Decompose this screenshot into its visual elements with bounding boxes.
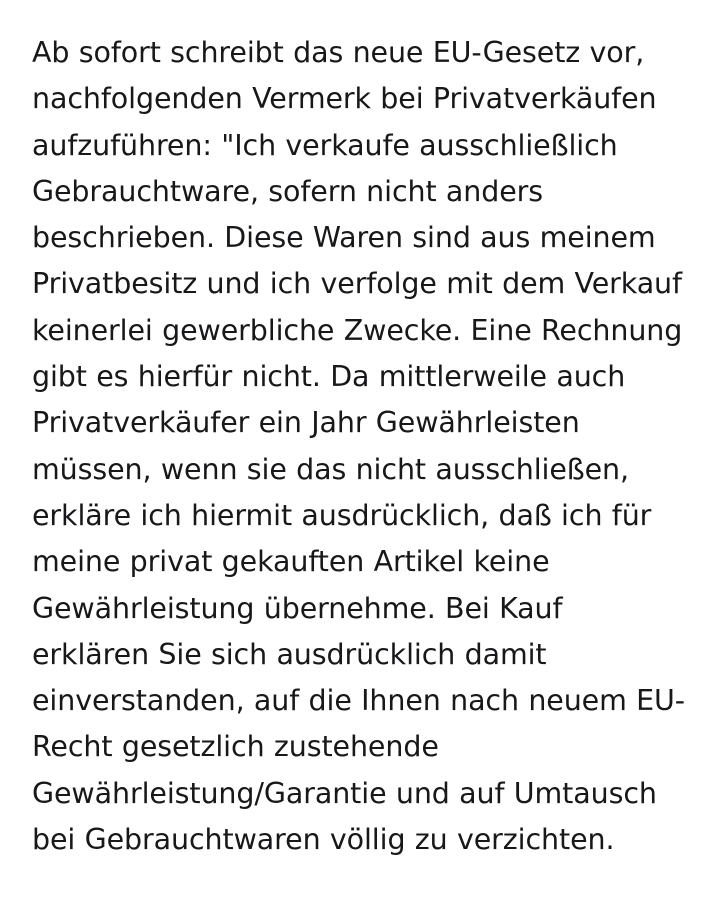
legal-disclaimer-paragraph: Ab sofort schreibt das neue EU-Gesetz vor, nachfolgenden Vermerk bei Privatverkäufen aufzuführen: "Ich verkaufe ausschließlich Gebrauchtware, sofern nicht anders beschrieben. Diese Waren sind aus meinem Privatbesitz und ich verfolge mit dem Verkauf keinerlei gewerbliche Zwecke. Eine Rechnung gibt es hierfür nicht. Da mittlerweile auch Privatverkäufer ein Jahr Gewährleisten müssen, wenn sie das nicht ausschließen, erkläre ich hiermit ausdrücklich, daß ich für meine privat gekauften Artikel keine Gewährleistung übernehme. Bei Kauf erklären Sie sich ausdrücklich damit einverstanden, auf die Ihnen nach neuem EU-Recht gesetzlich zustehende Gewährleistung/Garantie und auf Umtausch bei Gebrauchtwaren völlig zu verzichten. [32,36,692,857]
